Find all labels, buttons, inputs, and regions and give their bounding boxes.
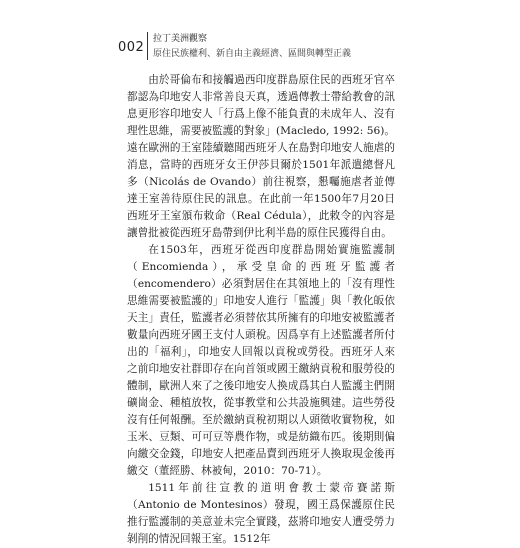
header-divider	[147, 32, 148, 60]
paragraph-3: 1511年前往宣教的道明會教士蒙帝賽諾斯（Antonio de Montesinos）發現，國王爲保護原住民推行監護制的美意並未完全實踐，茲將印地安人遭受勞力剝削的情況回報王室。1512年	[127, 482, 395, 545]
paragraph-1: 由於哥倫布和接觸過西印度群島原住民的西班牙官卒都認為印地安人非常善良天真，透過傳教士帶給教會的訊息更形容印地安人「行爲上像不能負責的未成年人、沒有理性思維，需要被監護的對象」(Macledo, 1992: 56)。遠在歐洲的王室陸續聽聞西班牙人在島對印地安人施虐的消息，當時的西班牙女王伊莎貝爾於1501年派遣總督凡多（Nicolás de Ovando）前往視察，懇囑施虐者並傳達王室善待原住民的訊息。在此前一年1500年7月20日西班牙王室頒布敕命（Real Cédula），此敕令的內容是讓曾批被從西班牙島帶到伊比利半島的原住民獲得自由。	[127, 74, 395, 239]
chapter-title: 原住民族權利、新自由主義經濟、區間與轉型正義	[153, 49, 352, 59]
book-title: 拉丁美洲觀察	[153, 34, 208, 44]
page-number: 002	[118, 40, 145, 55]
body-text	[127, 72, 395, 548]
paragraph-2: 在1503年，西班牙從西印度群島開始實施監護制（Encomienda），承受皇命的西班牙監護者（encomendero）必須對居住在其領地上的「沒有理性思維需要被監護的」印地安人進行「監護」與「教化皈依天主」責任，監護者必須替依其所擁有的印地安被監護者數量向西班牙國王支付人頭稅。因爲享有上述監護者所付出的「福利」，印地安人回報以貢稅或勞役。西班牙人來之前印地安社群即存在向首領或國王繳納貢稅和服勞役的體制，歐洲人來了之後印地安人換成爲其白人監護主們開礦崗金、種植放牧，從事教堂和公共設施興建。這些勞役沒有任何報酬。至於繳納貢稅初期以人頭徵收實物稅，如玉米、豆類、可可豆等農作物，或是紡織布匹。後期則偏向繳交金錢，印地安人把產品賣到西班牙人換取現金後再繳交（董經勝、林被甸，2010：70-71）。	[127, 244, 395, 477]
